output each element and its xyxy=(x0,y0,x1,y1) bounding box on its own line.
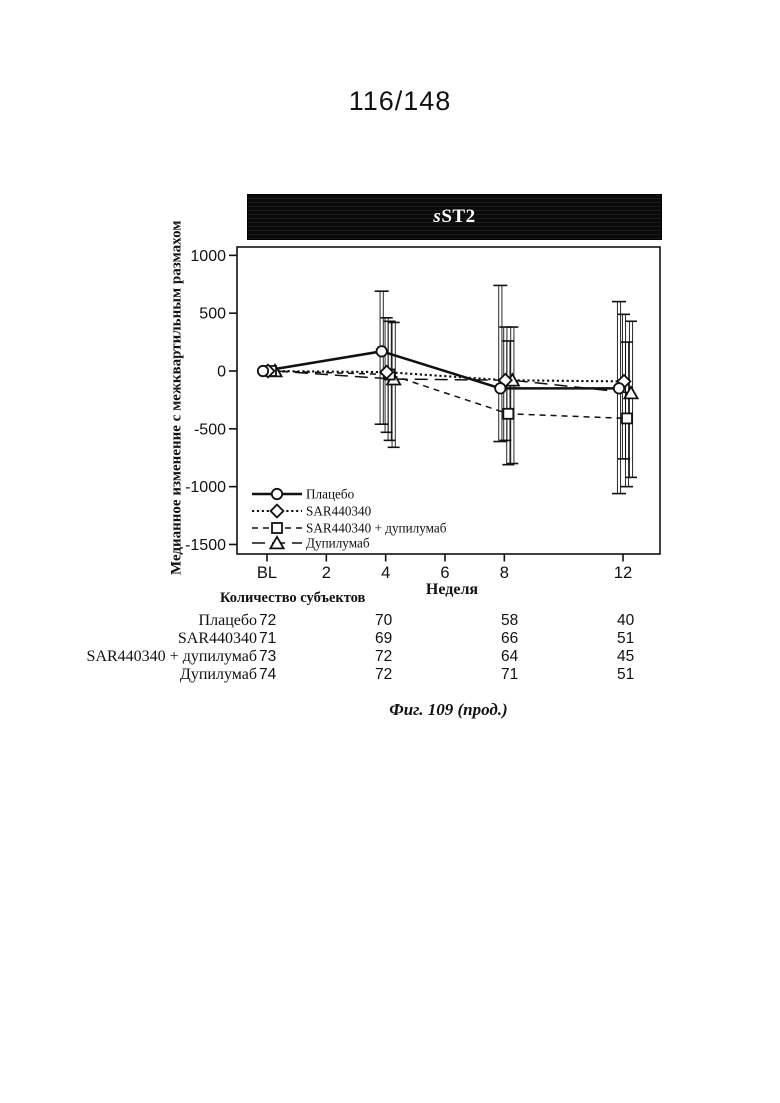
circle-marker xyxy=(258,366,268,376)
plot-area xyxy=(237,247,660,554)
y-tick-label: -500 xyxy=(193,421,226,439)
subjects-row-label: SAR440340 xyxy=(177,630,257,647)
subjects-row xyxy=(0,612,780,631)
figure-caption: Фиг. 109 (прод.) xyxy=(389,700,508,719)
y-axis-label: Медианное изменение с межквартильным размахом xyxy=(168,220,185,575)
subjects-value: 66 xyxy=(501,630,519,647)
subjects-value: 64 xyxy=(501,648,519,665)
subjects-value: 74 xyxy=(259,666,277,683)
x-tick-label: 8 xyxy=(499,564,509,582)
circle-marker xyxy=(376,346,386,356)
subjects-value: 51 xyxy=(617,666,635,683)
subjects-value: 45 xyxy=(617,648,635,665)
subjects-row xyxy=(0,648,780,667)
subjects-value: 69 xyxy=(375,630,393,647)
legend-label: SAR440340 + дупилумаб xyxy=(306,520,447,536)
circle-marker xyxy=(495,383,505,393)
subjects-row-label: Дупилумаб xyxy=(179,666,257,683)
y-axis xyxy=(185,248,237,554)
subjects-value: 73 xyxy=(259,648,277,665)
x-tick-label: BL xyxy=(256,564,278,582)
legend-item xyxy=(252,521,447,536)
line-chart xyxy=(185,240,680,612)
page-number: 116/148 xyxy=(348,86,452,116)
chart-title: sST2 xyxy=(433,206,476,227)
subjects-table-header: Количество субъектов xyxy=(220,590,366,606)
legend-label: SAR440340 xyxy=(306,503,372,519)
circle-marker xyxy=(272,489,282,499)
chart-title-bar xyxy=(247,194,662,240)
x-axis-label: Неделя xyxy=(425,581,479,598)
subjects-row xyxy=(0,630,780,649)
subjects-value: 71 xyxy=(259,630,277,647)
y-tick-label: -1500 xyxy=(185,536,226,554)
square-marker xyxy=(503,409,513,419)
x-tick-label: 4 xyxy=(381,564,391,582)
subjects-value: 70 xyxy=(375,612,393,629)
subjects-value: 40 xyxy=(617,612,635,629)
subjects-value: 72 xyxy=(375,666,393,683)
square-marker xyxy=(272,523,282,533)
legend-label: Дупилумаб xyxy=(306,535,370,551)
legend-label: Плацебо xyxy=(306,486,355,502)
circle-marker xyxy=(614,383,624,393)
y-tick-label: -1000 xyxy=(185,479,226,497)
subjects-row xyxy=(0,666,780,685)
subjects-row-label: SAR440340 + дупилумаб xyxy=(86,648,257,665)
x-tick-label: 6 xyxy=(440,564,450,582)
y-tick-label: 0 xyxy=(217,363,226,381)
x-tick-label: 2 xyxy=(321,564,331,582)
subjects-row-label: Плацебо xyxy=(198,612,257,629)
square-marker xyxy=(622,413,632,423)
subjects-value: 58 xyxy=(501,612,519,629)
y-tick-label: 500 xyxy=(199,305,226,323)
subjects-value: 72 xyxy=(375,648,393,665)
subjects-value: 51 xyxy=(617,630,635,647)
subjects-value: 72 xyxy=(259,612,277,629)
subjects-value: 71 xyxy=(501,666,519,683)
y-tick-label: 1000 xyxy=(190,247,226,265)
x-tick-label: 12 xyxy=(613,564,633,582)
